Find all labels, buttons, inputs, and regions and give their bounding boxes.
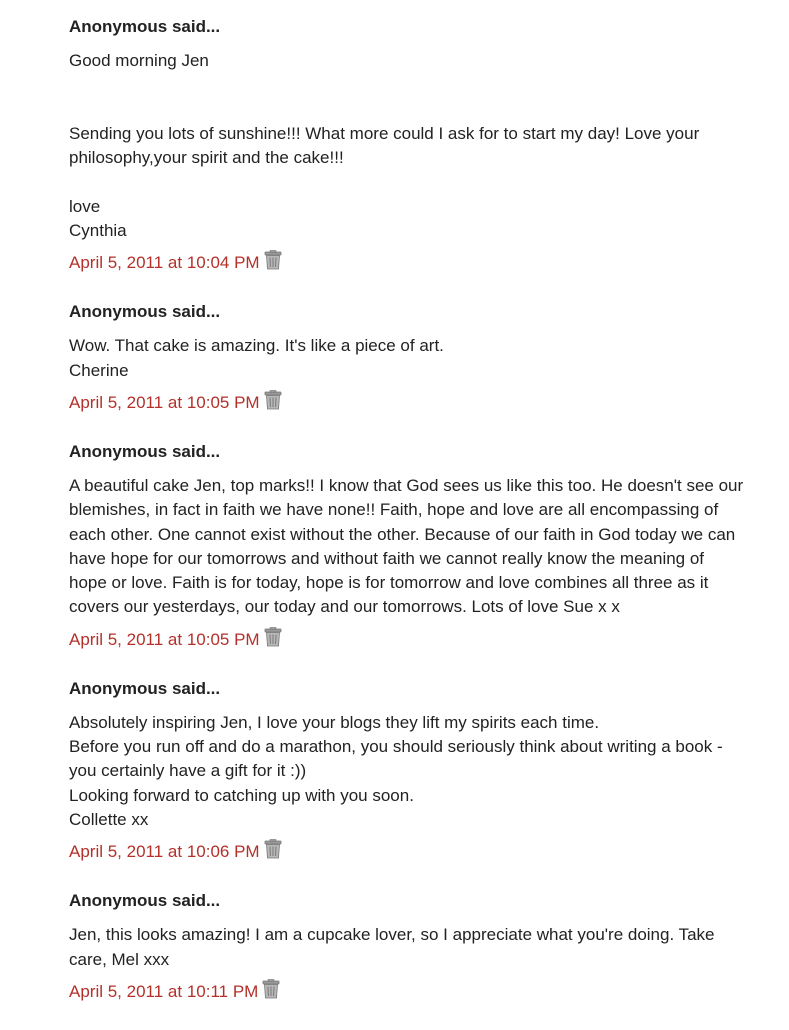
comment-author: Anonymous said...: [69, 17, 221, 36]
comment-text-line: [69, 170, 769, 194]
comment-body: [69, 474, 769, 620]
comment-text-line: Cherine: [69, 360, 129, 380]
comment-body: [69, 49, 769, 243]
comments-list: [69, 15, 769, 1029]
comment: [69, 300, 769, 415]
comment-timestamp-link[interactable]: April 5, 2011 at 10:04 PM: [69, 253, 260, 273]
comment-author: Anonymous said...: [69, 441, 221, 461]
comment-text-line: philosophy,your spirit and the cake!!!: [69, 148, 344, 168]
comment-text-line: love: [69, 196, 101, 216]
comment-text-line: Sending you lots of sunshine!!! What more could I ask for to start my day! Love your: [69, 123, 700, 143]
comment-timestamp-link[interactable]: April 5, 2011 at 10:05 PM: [69, 629, 260, 649]
trash-icon[interactable]: [264, 627, 282, 647]
comment-body: [69, 711, 769, 832]
comment: [69, 677, 769, 864]
comment-timestamp-link[interactable]: April 5, 2011 at 10:05 PM: [69, 392, 260, 412]
comment-text-line: Before you run off and do a marathon, you should seriously think about writing a book -: [69, 737, 723, 757]
comment-author: Anonymous said...: [69, 678, 221, 698]
comment-footer: [69, 251, 769, 275]
comment-text-line: Jen, this looks amazing! I am a cupcake lover, so I appreciate what you're doing. Take: [69, 925, 715, 945]
comment-text-line: Cynthia: [69, 221, 127, 241]
comment-body: [69, 923, 769, 972]
comment-body: [69, 334, 769, 383]
comment-footer: [69, 840, 769, 864]
comment-footer: [69, 628, 769, 652]
comment-text-line: Good morning Jen: [69, 51, 209, 70]
comment-text-line: [69, 98, 769, 122]
comment-text-line: Looking forward to catching up with you soon.: [69, 785, 414, 805]
comment-text-line: covers our yesterdays, our today and our tomorrows. Lots of love Sue x x: [69, 597, 620, 617]
comment-timestamp-link[interactable]: April 5, 2011 at 10:06 PM: [69, 842, 260, 862]
trash-icon[interactable]: [264, 250, 282, 270]
comment-footer: [69, 980, 769, 1004]
comment-text-line: hope or love. Faith is for today, hope is for tomorrow and love combines all three as it: [69, 573, 709, 593]
comment: [69, 15, 769, 275]
trash-icon[interactable]: [264, 390, 282, 410]
comment-timestamp-link[interactable]: April 5, 2011 at 10:11 PM: [69, 981, 259, 1001]
comment-author: Anonymous said...: [69, 891, 221, 911]
trash-icon[interactable]: [264, 839, 282, 859]
comment-text-line: you certainly have a gift for it :)): [69, 761, 307, 781]
comment-text-line: have hope for our tomorrows and without faith we cannot really know the meaning of: [69, 548, 705, 568]
comment-text-line: each other. One cannot exist without the other. Because of our faith in God today we can: [69, 524, 736, 544]
comment: [69, 889, 769, 1004]
comment-text-line: blemishes, in fact in faith we have none!! Faith, hope and love are all encompassing of: [69, 500, 719, 520]
comment-text-line: Wow. That cake is amazing. It's like a piece of art.: [69, 336, 444, 356]
comment-footer: [69, 391, 769, 415]
comment-author: Anonymous said...: [69, 302, 221, 322]
comment-text-line: care, Mel xxx: [69, 949, 170, 969]
comment-text-line: Absolutely inspiring Jen, I love your blogs they lift my spirits each time.: [69, 712, 600, 732]
comment-text-line: [69, 73, 769, 97]
comment-text-line: A beautiful cake Jen, top marks!! I know that God sees us like this too. He doesn't see our: [69, 475, 744, 495]
trash-icon[interactable]: [262, 979, 280, 999]
comment: [69, 440, 769, 652]
comment-text-line: Collette xx: [69, 809, 149, 829]
